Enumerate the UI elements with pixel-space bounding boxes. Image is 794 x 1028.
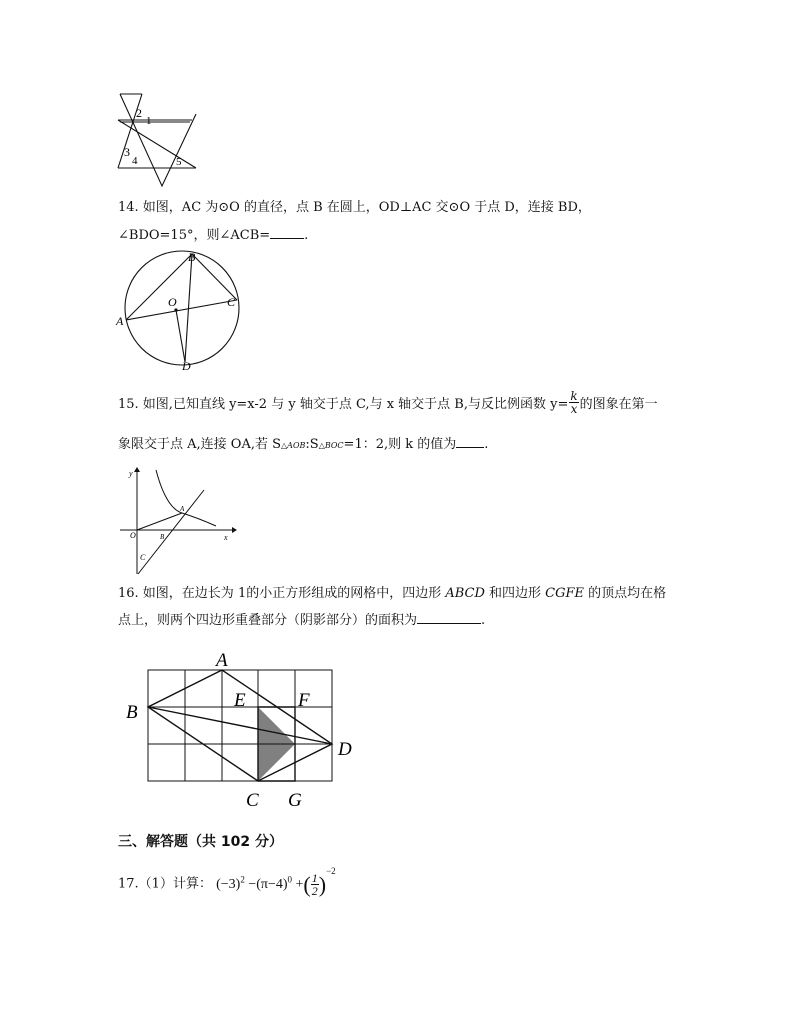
- q14-line1: 14. 如图，AC 为⊙O 的直径，点 B 在圆上，OD⊥AC 交⊙O 于点 D，连接 BD，: [118, 200, 591, 215]
- q14-answer-blank[interactable]: [270, 238, 304, 239]
- q14-figure: [112, 246, 246, 374]
- label-a: A: [216, 650, 228, 671]
- q16-line1: 16. 如图，在边长为 1的小正方形组成的网格中，四边形 ABCD 和四边形 CGFE 的顶点均在格: [118, 586, 667, 601]
- circle-o: [125, 251, 239, 365]
- q14-line2: ∠BDO=15°，则∠ACB= .: [118, 228, 309, 243]
- q16-line2: 点上，则两个四边形重叠部分（阴影部分）的面积为 .: [118, 613, 486, 628]
- hyperbola-curve: [156, 470, 216, 526]
- triangle-a: [120, 94, 196, 186]
- angle-2-label: 2: [136, 106, 142, 120]
- line-y-x-2: [138, 490, 204, 574]
- angle-3-label: 3: [124, 145, 130, 159]
- q17-fraction: $\frac{1}{2}$: [311, 870, 318, 898]
- label-b: B: [126, 702, 138, 723]
- label-d: D: [182, 359, 191, 373]
- q16-figure: [120, 646, 370, 814]
- label-g: G: [288, 790, 302, 811]
- angle-1-label: 1: [146, 115, 152, 127]
- segment-oa: [137, 513, 182, 530]
- label-f: F: [298, 690, 310, 711]
- q16-answer-blank[interactable]: [417, 623, 481, 624]
- label-c: C: [227, 295, 236, 309]
- label-x: x: [224, 533, 228, 542]
- q15-line2: 象限交于点 A,连接 OA,若 S△AOB:S△BOC=1：2,则 k 的值为 .: [118, 437, 489, 452]
- section-title: 三、解答题（共 102 分）: [118, 834, 283, 850]
- label-b: B: [160, 533, 165, 541]
- label-a: A: [180, 505, 185, 513]
- label-e: E: [234, 690, 246, 711]
- q15-fraction: $\frac{k}{x}$: [570, 389, 578, 416]
- label-c: C: [246, 790, 259, 811]
- label-d: D: [338, 739, 352, 760]
- q15-answer-blank[interactable]: [456, 447, 484, 448]
- y-axis-arrow: [134, 467, 140, 472]
- label-c: C: [140, 553, 146, 562]
- label-y: y: [129, 469, 133, 478]
- label-o: O: [168, 295, 177, 309]
- segment-od: [176, 310, 185, 362]
- label-a: A: [116, 314, 124, 328]
- q17-line: 17.（1）计算： $(-3)^2 -(\pi-4)^0$ +( $\frac{1}{2}$ )$^{-2}$: [118, 866, 336, 898]
- q15-figure: [116, 464, 238, 580]
- label-o: O: [130, 531, 136, 540]
- angle-5-label: 5: [176, 156, 182, 168]
- q15-line1: 15. 如图,已知直线 y=x-2 与 y 轴交于点 C,与 x 轴交于点 B,与反比例函数 y= $\frac{k}{x}$ 的图象在第一: [118, 389, 658, 416]
- angle-4-label: 4: [132, 155, 138, 167]
- q13-figure: [112, 90, 204, 190]
- label-b: B: [188, 250, 196, 264]
- q17-expression: $(-3)^2 -(\pi-4)^0$ +( $\frac{1}{2}$ )$^{-2}$: [216, 866, 336, 898]
- x-axis-arrow: [232, 527, 237, 533]
